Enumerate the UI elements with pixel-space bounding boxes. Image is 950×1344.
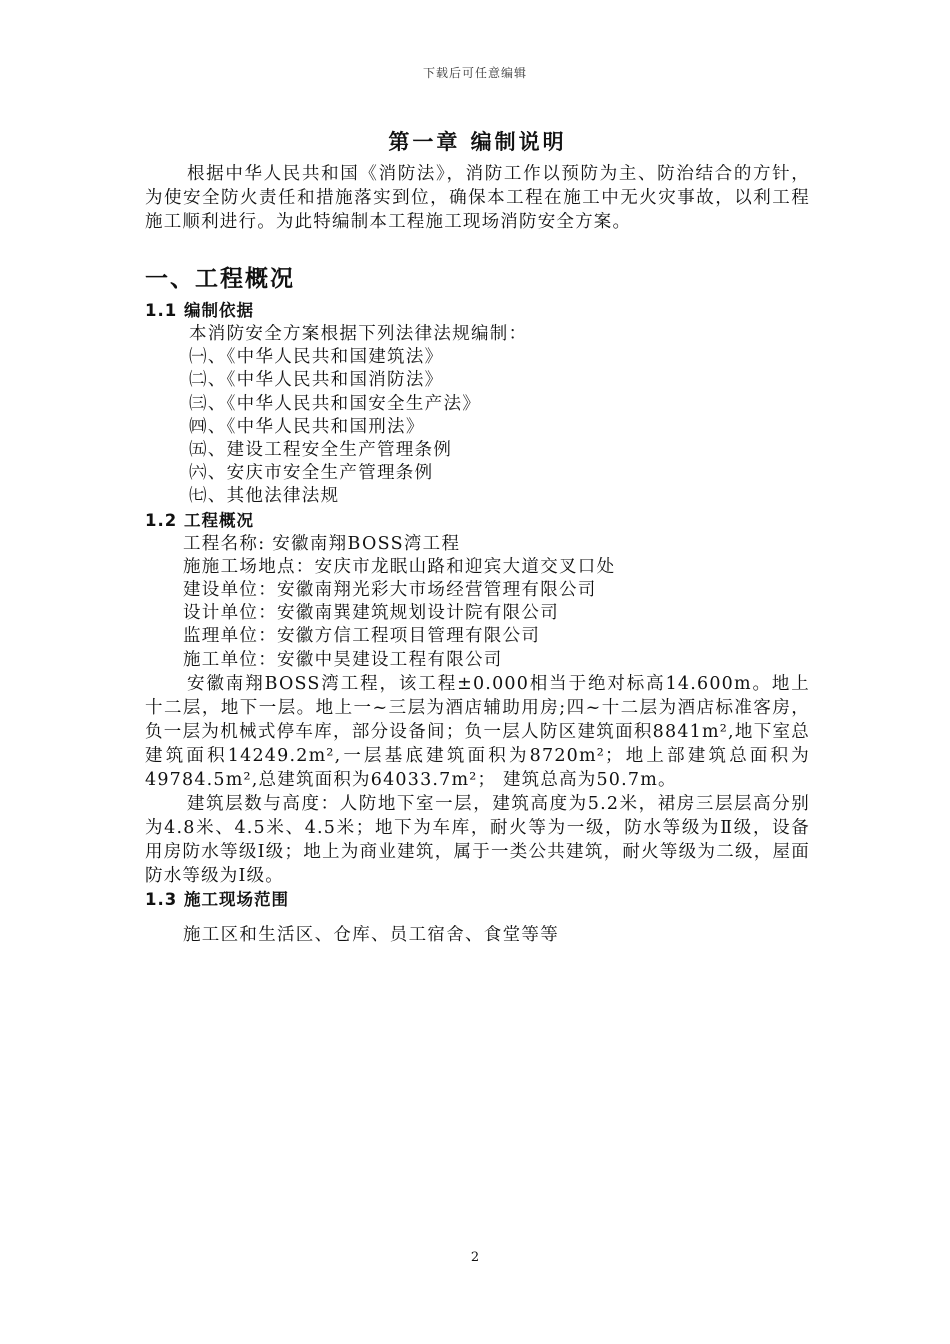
section-title: 一、工程概况 [145,266,295,292]
project-name-line: 工程名称: 安徽南翔BOSS湾工程 [183,533,461,554]
basis-item: ㈤、建设工程安全生产管理条例 [189,440,453,461]
basis-item: ㈣、《中华人民共和国刑法》 [189,416,425,437]
subsection-title-overview: 1.2 工程概况 [145,510,254,530]
basis-item: ㈢、《中华人民共和国安全生产法》 [189,393,482,414]
scope-line: 施工区和生活区、仓库、员工宿舍、食堂等等 [183,924,559,945]
basis-item: ㈡、《中华人民共和国消防法》 [189,370,444,391]
overview-paragraph: 安徽南翔BOSS湾工程，该工程±0.000相当于绝对标高14.600m。地上十二层，地下一层。地上一~三层为酒店辅助用房;四~十二层为酒店标准客房，负一层为机械式停车库，部分设备间；负一层人防区建筑面积8841m²,地下室总建筑面积14249.2m²,一层基底建筑面积为8720m²；地上部建筑总面积为49784.5m²,总建筑面积为64033.7m²； 建筑总高为50.7m。 [145,673,810,790]
subsection-title-basis: 1.1 编制依据 [145,301,254,320]
basis-item: ㈦、其他法律法规 [189,486,340,507]
owner-line: 建设单位：安徽南翔光彩大市场经营管理有限公司 [183,580,597,601]
document-body [145,126,810,947]
floors-paragraph: 建筑层数与高度：人防地下室一层，建筑高度为5.2米，裙房三层层高分别为4.8米、4.5米、4.5米；地下为车库，耐火等为一级，防水等级为Ⅱ级，设备用房防水等级Ⅰ级；地上为商业建筑，属于一类公共建筑，耐火等级为二级，屋面防水等级为Ⅰ级。 [145,793,810,886]
header-note: 下载后可任意编辑 [422,66,527,80]
basis-item: ㈠、《中华人民共和国建筑法》 [189,347,444,368]
contractor-line: 施工单位：安徽中昊建设工程有限公司 [183,649,503,670]
designer-line: 设计单位：安徽南巽建筑规划设计院有限公司 [183,603,559,624]
supervisor-line: 监理单位：安徽方信工程项目管理有限公司 [183,626,541,647]
site-location-line: 施施工场地点：安庆市龙眠山路和迎宾大道交叉口处 [183,556,616,577]
page-number: 2 [470,1250,480,1265]
intro-paragraph: 根据中华人民共和国《消防法》，消防工作以预防为主、防治结合的方针，为使安全防火责任和措施落实到位，确保本工程在施工中无火灾事故，以利工程施工顺利进行。为此特编制本工程施工现场消防安全方案。 [145,164,810,232]
basis-lead: 本消防安全方案根据下列法律法规编制： [189,324,528,344]
subsection-title-scope: 1.3 施工现场范围 [145,889,289,909]
basis-item: ㈥、安庆市安全生产管理条例 [189,463,434,484]
chapter-title: 第一章 编制说明 [388,130,567,154]
